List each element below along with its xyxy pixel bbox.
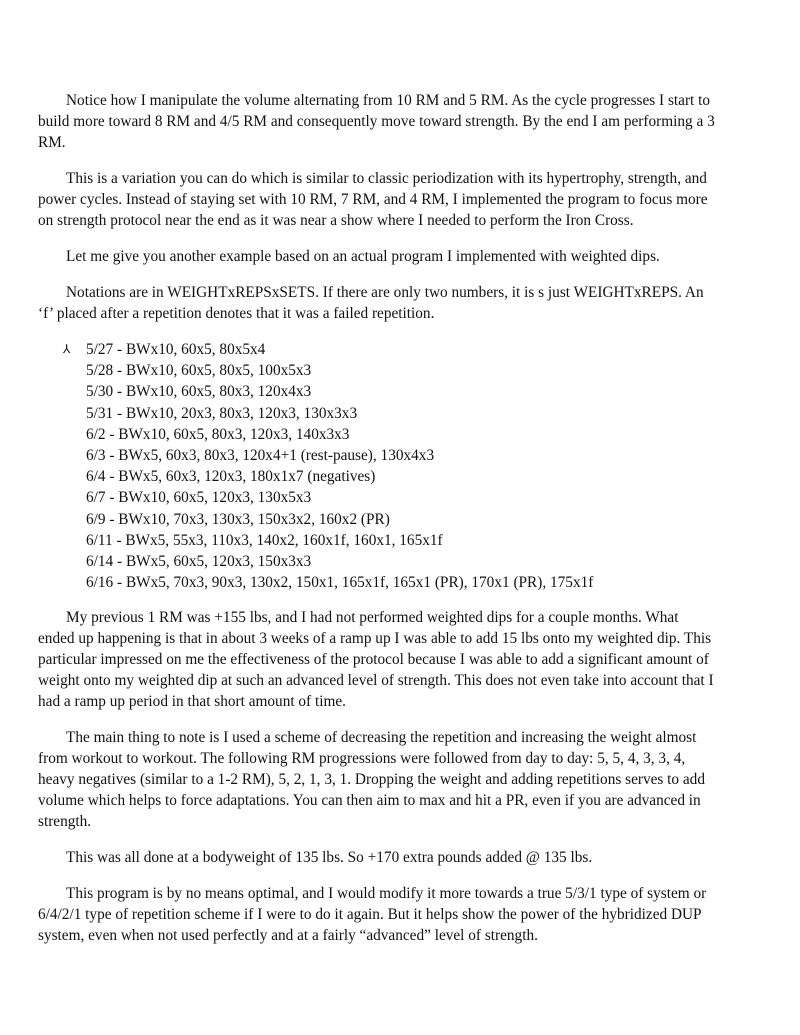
- paragraph-main-takeaway: The main thing to note is I used a scheme of decreasing the repetition and increasing the weight almost from workout to workout. The following RM progressions were followed from day to day: 5, 5, 4, 3, 3, 4, heavy negatives (similar to a 1-2 RM), 5, 2, 1, 3, 1. Dropping the weight and adding repetitions serves to add volume which helps to force adaptations. You can then aim to max and hit a PR, even if you are advanced in strength.: [38, 729, 705, 831]
- paragraph-weighted-dips-intro: Let me give you another example based on an actual program I implemented with weighted dips.: [66, 248, 660, 265]
- paragraph-program-caveat: This program is by no means optimal, and I would modify it more towards a true 5/3/1 type of system or 6/4/2/1 type of repetition scheme if I were to do it again. But it helps show the power of the hybridized DUP system, even when not used perfectly and at a fairly “advanced” level of strength.: [38, 885, 707, 945]
- bullet-icon: ⅄: [63, 342, 71, 356]
- log-entry: 5/28 - BWx10, 60x5, 80x5, 100x5x3: [86, 362, 312, 380]
- workout-log-list: [38, 339, 718, 593]
- log-entry: 5/31 - BWx10, 20x3, 80x3, 120x3, 130x3x3: [86, 404, 358, 422]
- log-entry: 6/16 - BWx5, 70x3, 90x3, 130x2, 150x1, 165x1f, 165x1 (PR), 170x1 (PR), 175x1f: [86, 574, 594, 592]
- log-entry: 6/11 - BWx5, 55x3, 110x3, 140x2, 160x1f, 160x1, 165x1f: [86, 531, 443, 549]
- log-entry: 6/14 - BWx5, 60x5, 120x3, 150x3x3: [86, 553, 312, 571]
- log-entry: 6/7 - BWx10, 60x5, 120x3, 130x5x3: [86, 489, 312, 507]
- paragraph-periodization-variation: This is a variation you can do which is similar to classic periodization with its hypertrophy, strength, and power cycles. Instead of staying set with 10 RM, 7 RM, and 4 RM, I implemented the program to focus more on strength protocol near the end as it was near a show where I needed to perform the Iron Cross.: [38, 170, 708, 229]
- log-entry: 6/4 - BWx5, 60x3, 120x3, 180x1x7 (negatives): [86, 468, 376, 486]
- log-entry: 6/9 - BWx10, 70x3, 130x3, 150x3x2, 160x2 (PR): [86, 510, 390, 528]
- paragraph-volume-alternation: Notice how I manipulate the volume alternating from 10 RM and 5 RM. As the cycle progresses I start to build more toward 8 RM and 4/5 RM and consequently move toward strength. By the end I am performing a 3 RM.: [38, 92, 715, 151]
- document-page: [38, 90, 718, 961]
- log-entry: 5/27 - BWx10, 60x5, 80x5x4: [86, 341, 266, 358]
- paragraph-previous-1rm: My previous 1 RM was +155 lbs, and I had not performed weighted dips for a couple months. What ended up happening is that in about 3 weeks of a ramp up I was able to add 15 lbs onto my weighted dip. This particular impressed on me the effectiveness of the protocol because I was able to add a significant amount of weight onto my weighted dip at such an advanced level of strength. This does not even take into account that I had a ramp up period in that short amount of time.: [38, 609, 714, 711]
- log-entry: 6/3 - BWx5, 60x3, 80x3, 120x4+1 (rest-pause), 130x4x3: [86, 447, 435, 465]
- paragraph-bodyweight: This was all done at a bodyweight of 135 lbs. So +170 extra pounds added @ 135 lbs.: [66, 849, 593, 867]
- log-entry: 6/2 - BWx10, 60x5, 80x3, 120x3, 140x3x3: [86, 425, 350, 443]
- log-entry: 5/30 - BWx10, 60x5, 80x3, 120x4x3: [86, 383, 312, 401]
- paragraph-notation-explanation: Notations are in WEIGHTxREPSxSETS. If there are only two numbers, it is s just WEIGHTxREPS. An ‘f’ placed after a repetition denotes that it was a failed repetition.: [38, 284, 704, 322]
